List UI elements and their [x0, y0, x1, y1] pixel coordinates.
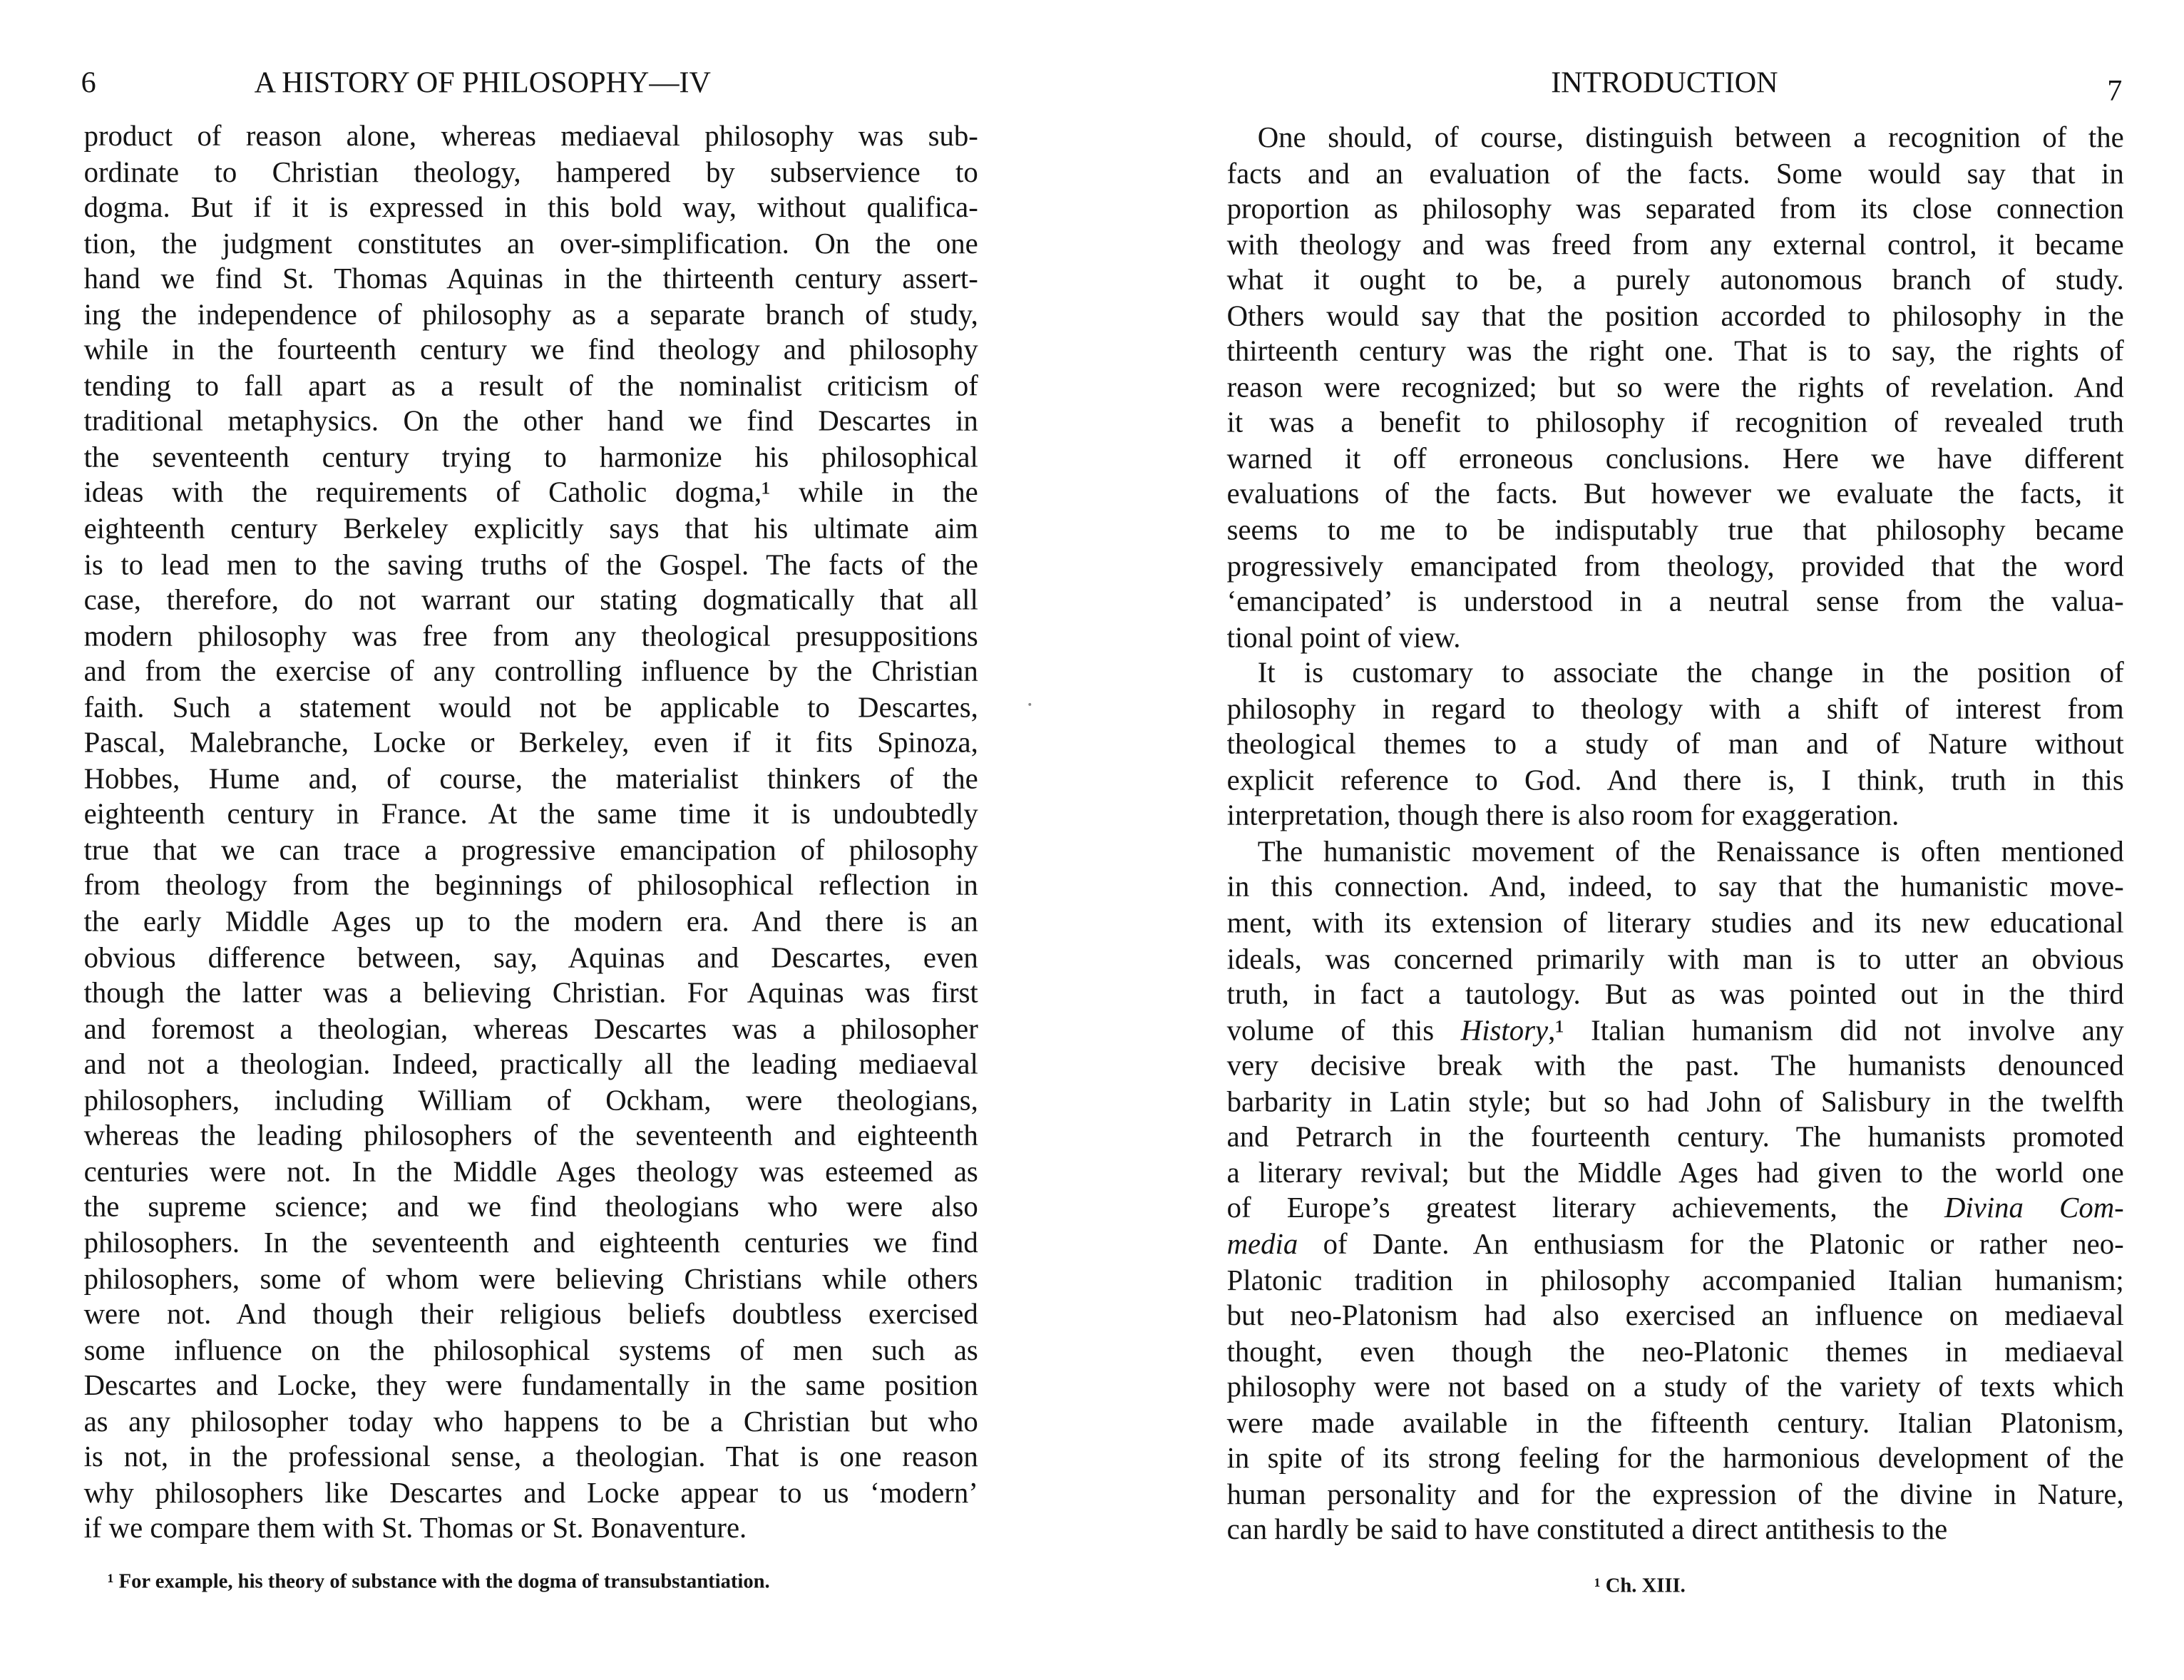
text-line: human personality and for the expression of the divine in Nature, [1226, 1478, 2124, 1511]
text-line: why philosophers like Descartes and Locke appear to us ‘modern’ [83, 1477, 978, 1510]
text-line: were made available in the fifteenth century. Italian Platonism, [1226, 1407, 2124, 1440]
text-line: if we compare them with St. Thomas or St. Bonaventure. [83, 1512, 747, 1545]
text-line: as any philosopher today who happens to be a Christian but who [83, 1405, 978, 1438]
text-line: modern philosophy was free from any theological presuppositions [83, 620, 978, 652]
text-line: ment, with its extension of literary studies and its new educational [1226, 907, 2124, 940]
text-line: media of Dante. An enthusiasm for the Platonic or rather neo- [1226, 1228, 2124, 1261]
running-head-left: A HISTORY OF PHILOSOPHY—IV [254, 66, 711, 100]
text-line: It is customary to associate the change in the position of [1257, 657, 2124, 690]
text-line: philosophers. In the seventeenth and eighteenth centuries we find [83, 1226, 978, 1259]
text-line: and Petrarch in the fourteenth century. The humanists promoted [1226, 1121, 2124, 1154]
running-head-right: INTRODUCTION [1551, 66, 1778, 100]
text-line: product of reason alone, whereas mediaeval philosophy was sub- [83, 120, 978, 153]
text-line: whereas the leading philosophers of the seventeenth and eighteenth [83, 1120, 978, 1152]
text-line: philosophers, some of whom were believing Christians while others [83, 1262, 978, 1296]
text-line: the supreme science; and we find theologians who were also [83, 1191, 978, 1224]
text-line: philosophy in regard to theology with a shift of interest from [1226, 692, 2124, 725]
text-line: explicit reference to God. And there is, I think, truth in this [1226, 764, 2124, 797]
footnote-left: ¹ For example, his theory of substance with the dogma of transubstantiation. [107, 1571, 770, 1594]
text-line: is to lead men to the saving truths of the Gospel. The facts of the [83, 548, 978, 581]
text-line: philosophers, including William of Ockham, were theologians, [83, 1084, 978, 1117]
text-line: volume of this History,¹ Italian humanism did not involve any [1226, 1014, 2124, 1047]
text-line: interpretation, though there is also room for exaggeration. [1226, 799, 1900, 833]
text-line: and from the exercise of any controlling influence by the Christian [83, 655, 978, 688]
text-line: hand we find St. Thomas Aquinas in the thirteenth century assert- [83, 262, 978, 295]
text-line: traditional metaphysics. On the other hand we find Descartes in [83, 406, 978, 439]
text-line: ideals, was concerned primarily with man is to utter an obvious [1226, 943, 2124, 975]
text-line: centuries were not. In the Middle Ages theology was esteemed as [83, 1155, 978, 1188]
text-line: with theology and was freed from any external control, it became [1226, 228, 2124, 261]
text-line: tion, the judgment constitutes an over-simplification. On the one [83, 227, 978, 260]
text-line: were not. And though their religious beliefs doubtless exercised [83, 1298, 978, 1331]
text-line: tending to fall apart as a result of the nominalist criticism of [83, 370, 978, 403]
text-line: of Europe’s greatest literary achievements, the Divina Com- [1226, 1192, 2124, 1225]
text-line: in this connection. And, indeed, to say that the humanistic move- [1226, 871, 2124, 904]
text-line: eighteenth century in France. At the same time it is undoubtedly [83, 798, 978, 831]
text-line: seems to me to be indisputably true that philosophy became [1226, 514, 2124, 547]
text-line: but neo-Platonism had also exercised an influence on mediaeval [1226, 1299, 2124, 1333]
text-line: Hobbes, Hume and, of course, the materialist thinkers of the [83, 762, 978, 795]
text-line: thirteenth century was the right one. That is to say, the rights of [1226, 335, 2124, 369]
text-line: proportion as philosophy was separated from its close connection [1226, 193, 2124, 225]
text-line: progressively emancipated from theology, provided that the word [1226, 550, 2124, 583]
text-line: reason were recognized; but so were the rights of revelation. And [1226, 372, 2124, 404]
text-line: ideas with the requirements of Catholic dogma,¹ while in the [83, 477, 978, 510]
text-line: eighteenth century Berkeley explicitly says that his ultimate aim [83, 513, 978, 546]
text-line: and foremost a theologian, whereas Descartes was a philosopher [83, 1013, 978, 1045]
text-line: it was a benefit to philosophy if recognition of revealed truth [1226, 407, 2124, 440]
footnote-right: ¹ Ch. XIII. [1594, 1574, 1686, 1598]
page-number-right: 7 [2107, 73, 2123, 108]
text-line: Platonic tradition in philosophy accompanied Italian humanism; [1226, 1264, 2124, 1296]
text-line: from theology from the beginnings of philosophical reflection in [83, 870, 978, 903]
text-line: very decisive break with the past. The humanists denounced [1226, 1050, 2124, 1082]
text-line: One should, of course, distinguish between a recognition of the [1257, 121, 2124, 154]
text-line: dogma. But if it is expressed in this bold way, without qualifica- [83, 191, 978, 224]
text-line: the early Middle Ages up to the modern era. And there is an [83, 906, 978, 938]
text-line: philosophy were not based on a study of the variety of texts which [1226, 1371, 2124, 1404]
text-line: a literary revival; but the Middle Ages had given to the world one [1226, 1157, 2124, 1189]
text-line: truth, in fact a tautology. But as was pointed out in the third [1226, 978, 2124, 1011]
text-line: ing the independence of philosophy as a separate branch of study, [83, 298, 978, 332]
right-body-text [1227, 121, 2124, 1549]
text-line: Others would say that the position accorded to philosophy in the [1226, 299, 2124, 332]
text-line: facts and an evaluation of the facts. Some would say that in [1226, 157, 2124, 190]
text-line: can hardly be said to have constituted a direct antithesis to the [1226, 1514, 1948, 1547]
text-line: true that we can trace a progressive emancipation of philosophy [83, 834, 978, 867]
text-line: though the latter was a believing Christian. For Aquinas was first [83, 977, 978, 1010]
text-line: and not a theologian. Indeed, practically all the leading mediaeval [83, 1048, 978, 1081]
text-line: in spite of its strong feeling for the harmonious development of the [1226, 1443, 2124, 1475]
text-line: Pascal, Malebranche, Locke or Berkeley, even if it fits Spinoza, [83, 727, 978, 759]
text-line: the seventeenth century trying to harmonize his philosophical [83, 441, 978, 474]
text-line: Descartes and Locke, they were fundamentally in the same position [83, 1370, 978, 1403]
text-line: ‘emancipated’ is understood in a neutral sense from the valua- [1226, 585, 2124, 618]
text-line: what it ought to be, a purely autonomous branch of study. [1226, 264, 2124, 297]
text-line: warned it off erroneous conclusions. Here we have different [1226, 443, 2124, 476]
text-line: thought, even though the neo-Platonic themes in mediaeval [1226, 1336, 2124, 1368]
text-line: theological themes to a study of man and of Nature without [1226, 728, 2124, 761]
text-line: faith. Such a statement would not be applicable to Descartes, [83, 691, 978, 724]
text-line: evaluations of the facts. But however we evaluate the facts, it [1226, 478, 2124, 511]
text-line: tional point of view. [1226, 621, 1461, 654]
text-line: some influence on the philosophical systems of men such as [83, 1334, 978, 1367]
text-line: ordinate to Christian theology, hampered by subservience to [83, 155, 978, 188]
text-line: obvious difference between, say, Aquinas and Descartes, even [83, 941, 978, 974]
text-line: is not, in the professional sense, a theologian. That is one reason [83, 1441, 978, 1474]
page-number-left: 6 [81, 66, 96, 100]
text-line: while in the fourteenth century we find theology and philosophy [83, 334, 978, 367]
text-line: The humanistic movement of the Renaissance is often mentioned [1257, 835, 2124, 869]
text-line: barbarity in Latin style; but so had John of Salisbury in the twelfth [1226, 1085, 2124, 1118]
text-line: case, therefore, do not warrant our stating dogmatically that all [83, 584, 978, 617]
